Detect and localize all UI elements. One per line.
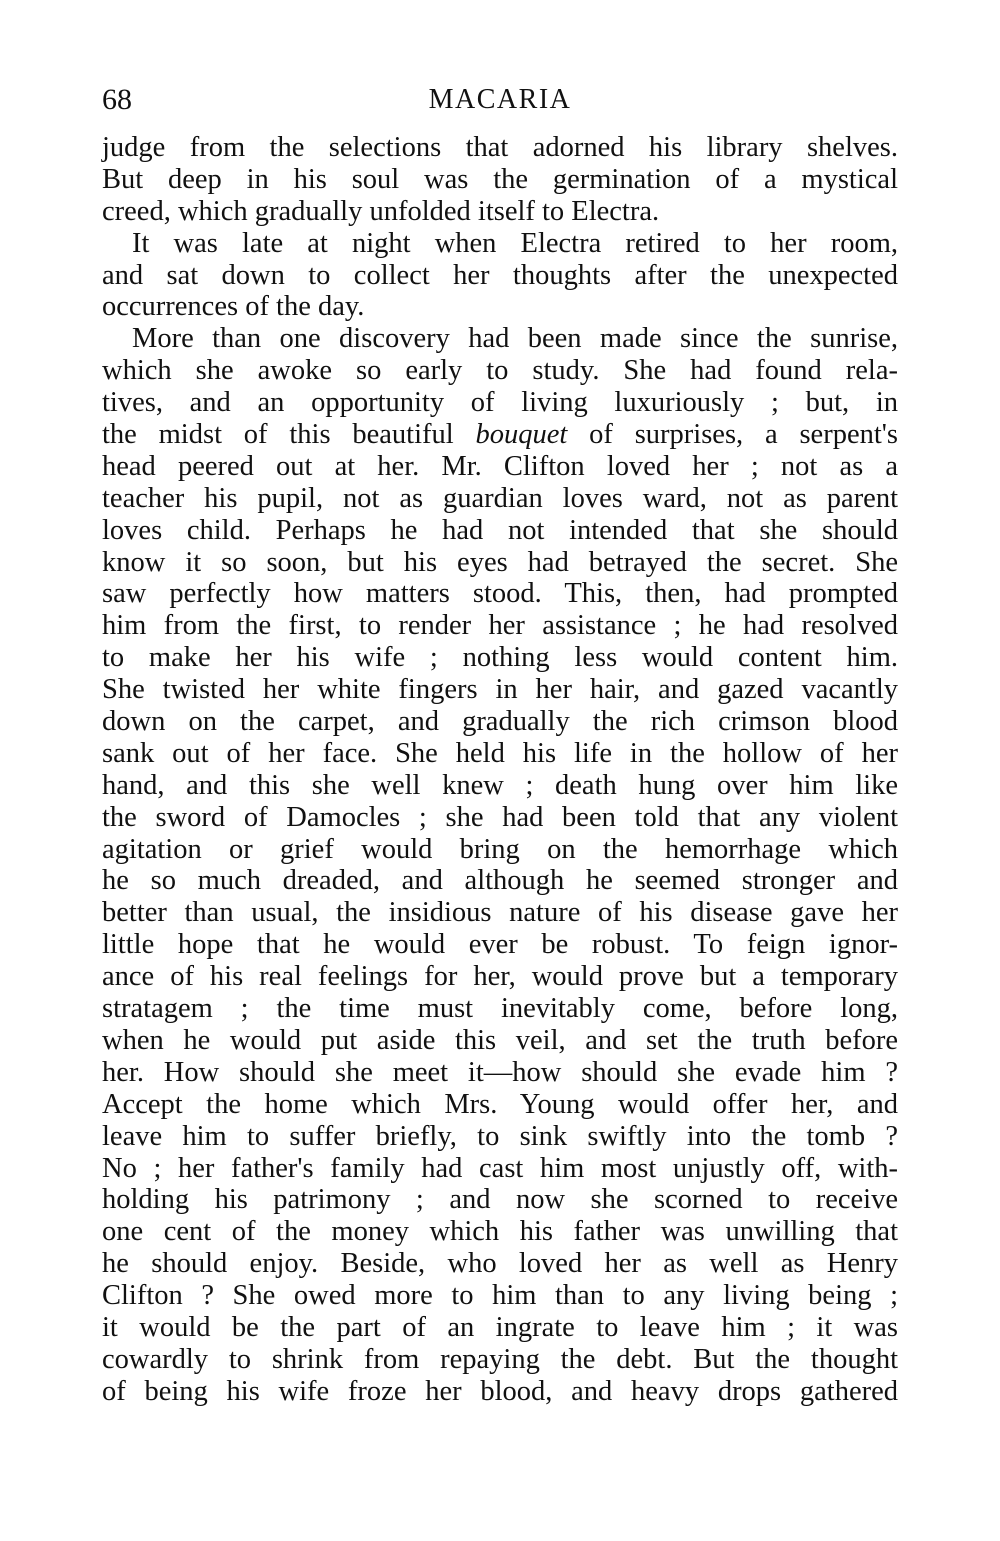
text-line: leave him to suffer briefly, to sink swiftly into the tomb ? [102,1120,898,1152]
text-line: and sat down to collect her thoughts after the unexpected [102,259,898,291]
text-line: occurrences of the day. [102,291,365,323]
text-line: know it so soon, but his eyes had betrayed the secret. She [102,546,898,578]
paragraph-first-line: More than one discovery had been made since the sunrise, [132,323,898,355]
text-line: down on the carpet, and gradually the rich crimson blood [102,706,898,738]
running-title: MACARIA [428,84,572,115]
text-line: little hope that he would ever be robust. To feign ignor- [102,929,898,961]
text-line: saw perfectly how matters stood. This, then, had prompted [102,578,898,610]
italic-word: bouquet [475,419,568,451]
text-line: one cent of the money which his father was unwilling that [102,1216,898,1248]
text-line: him from the first, to render her assistance ; he had resolved [102,610,898,642]
text-line: he so much dreaded, and although he seemed stronger and [102,865,898,897]
text-line: Accept the home which Mrs. Young would offer her, and [102,1088,898,1120]
text-line: loves child. Perhaps he had not intended that she should [102,514,898,546]
text-line: judge from the selections that adorned his library shelves. [102,132,898,163]
text-line: to make her his wife ; nothing less would content him. [102,642,898,674]
text-line: better than usual, the insidious nature of his disease gave her [102,897,898,929]
text-line: the midst of this beautiful bouquet of surprises, a serpent's [102,419,898,451]
text-line: Clifton ? She owed more to him than to any living being ; [102,1280,898,1312]
text-line: ance of his real feelings for her, would prove but a temporary [102,961,898,993]
text-line: he should enjoy. Beside, who loved her as well as Henry [102,1248,898,1280]
text-line: tives, and an opportunity of living luxuriously ; but, in [102,387,898,419]
page-header [102,80,898,120]
paragraph-first-line: It was late at night when Electra retired to her room, [132,227,898,259]
text-line: She twisted her white fingers in her hair, and gazed vacantly [102,674,898,706]
text-line: agitation or grief would bring on the hemorrhage which [102,833,898,865]
text-line: cowardly to shrink from repaying the debt. But the thought [102,1343,898,1375]
text-line: creed, which gradually unfolded itself to Electra. [102,195,660,227]
text-line: the sword of Damocles ; she had been told that any violent [102,801,898,833]
text-line: her. How should she meet it—how should she evade him ? [102,1056,898,1088]
text-line: But deep in his soul was the germination of a mystical [102,163,898,195]
page-number: 68 [102,83,132,116]
text-line: stratagem ; the time must inevitably come, before long, [102,993,898,1025]
text-line: sank out of her face. She held his life in the hollow of her [102,737,898,769]
text-line: head peered out at her. Mr. Clifton loved her ; not as a [102,450,898,482]
text-line: it would be the part of an ingrate to leave him ; it was [102,1311,898,1343]
text-line: hand, and this she well knew ; death hung over him like [102,769,898,801]
text-line: teacher his pupil, not as guardian loves ward, not as parent [102,482,898,514]
text-line: which she awoke so early to study. She had found rela- [102,355,898,387]
text-line: when he would put aside this veil, and set the truth before [102,1024,898,1056]
text-line: of being his wife froze her blood, and heavy drops gathered [102,1375,898,1407]
body-text [102,132,898,1408]
text-line: holding his patrimony ; and now she scorned to receive [102,1184,898,1216]
text-line: No ; her father's family had cast him most unjustly off, with- [102,1152,898,1184]
